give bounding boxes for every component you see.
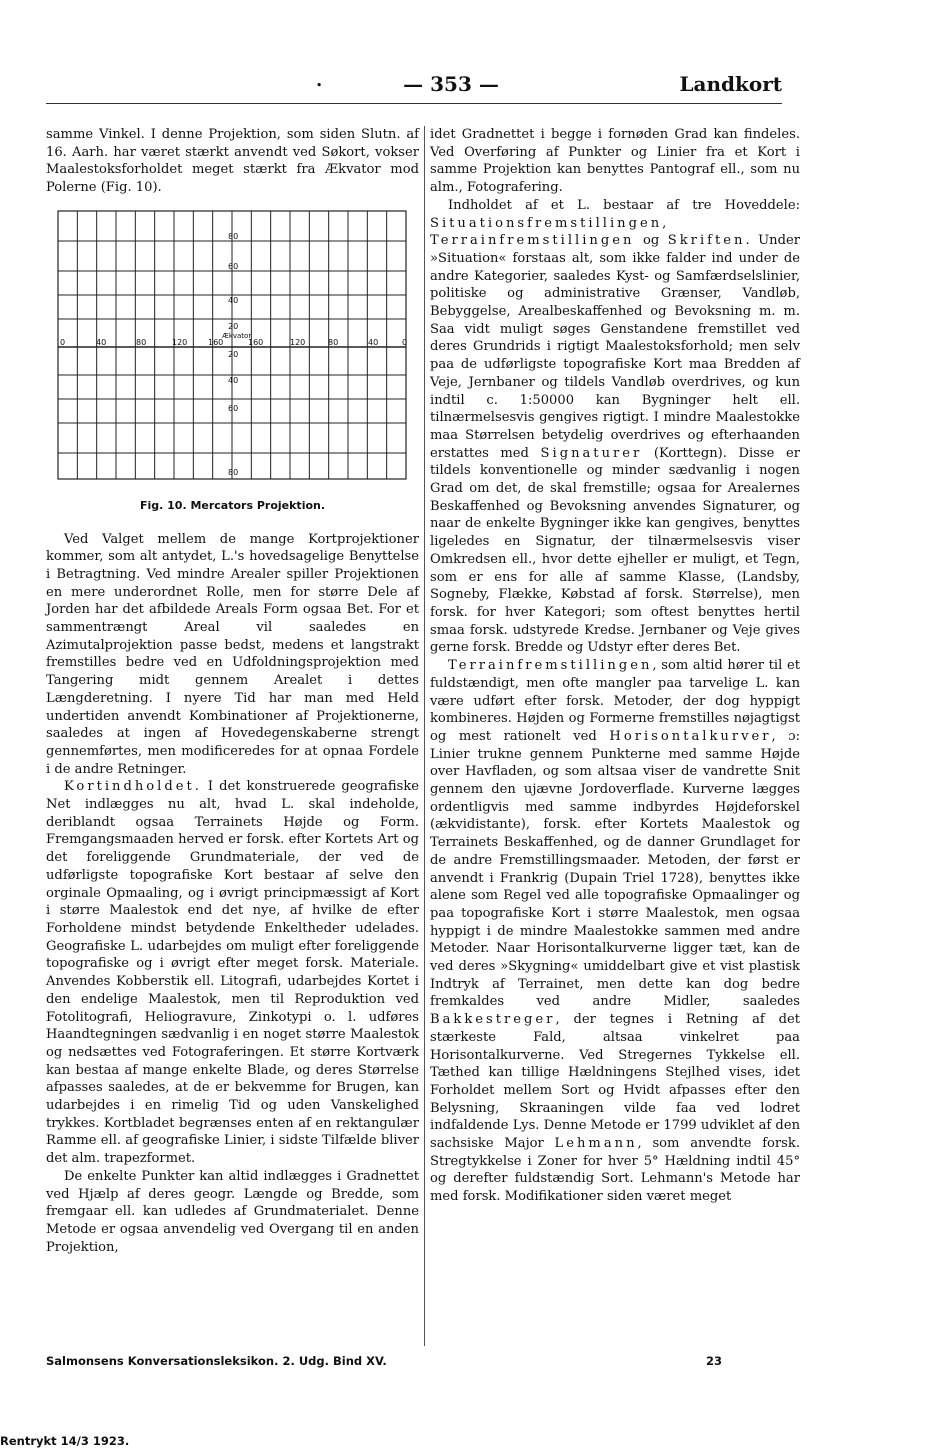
mercator-figure — [52, 207, 412, 483]
text-run: , der tegnes i Retning af det stærkeste Fald, altsaa vinkelret paa Horisontalkurverne. Ved Stregernes Tykkelse ell. Tæthed kan tillige Hældningens Stejlhed vises, idet Forholdet mellem Sort og Hvidt afpasses efter den Belysning, Skraaningen vilde faa ved lodret indfaldende Lys. Denne Metode er 1799 udviklet af den sachsiske Major — [430, 1012, 800, 1152]
spaced-term: Signaturer — [540, 445, 643, 461]
longitude-label: 40 — [368, 337, 379, 347]
spaced-term: Bakkestreger — [430, 1012, 556, 1028]
latitude-label: 80 — [228, 231, 239, 241]
longitude-label: 0 — [402, 337, 408, 347]
paragraph — [430, 657, 800, 1206]
longitude-label: 40 — [96, 337, 107, 347]
spaced-term: Situationsfremstillingen — [430, 215, 663, 231]
running-head: Landkort — [679, 72, 782, 96]
paragraph — [46, 778, 419, 1167]
right-column — [430, 126, 800, 1206]
latitude-label: 20 — [228, 349, 239, 359]
publication-footer: Salmonsens Konversationsleksikon. 2. Udg. Bind XV. — [46, 1354, 387, 1368]
text-run: (Korttegn). Disse er tildels konventionelle og minder sædvanlig i nogen Grad om det, de skal fremstille; ogsaa for Arealernes Beskaffenhed og Bevoksning anvendes Signaturer, og naar de enkelte Bygninger ikke kan gengives, benyttes ligeledes en Signatur, der tilnærmelsesvis viser Omkredsen ell., hvor dette ejheller er muligt, et Tegn, som er ens for alle af samme Klasse, (Landsby, Sogneby, Flække, Købstad af forsk. Størrelse), men forsk. for hver Kategori; som oftest benyttes hertil smaa forsk. udstyrede Kredse. Jernbaner og Veje gives gerne forsk. Bredde og Udstyr efter deres Bet. — [430, 445, 800, 656]
page-number: — 353 — — [403, 72, 499, 96]
latitude-label: 60 — [228, 261, 239, 271]
paragraph: De enkelte Punkter kan altid indlægges i Gradnettet ved Hjælp af deres geogr. Længde og Bredde, som fremgaar ell. kan udledes af Grundmaterialet. Denne Metode er ogsaa anvendelig ved Overgang til en anden Projektion, — [46, 1168, 419, 1255]
latitude-label: 40 — [228, 375, 239, 385]
spaced-term: Horisontalkurver — [609, 728, 772, 744]
text-run: Indholdet af et L. bestaar af tre Hoveddele: — [448, 197, 800, 213]
text-run: og — [634, 233, 668, 249]
text-run: , som altid hører til et fuldstændigt, men ofte mangler paa tarvelige L. kan være udført efter forsk. Metoder, der dog hyppigt kombineres. Højden og Formerne fremstilles nøjagtigst og mest rationelt ved — [430, 658, 800, 744]
text-run: , — [662, 215, 667, 231]
longitude-label: 0 — [60, 337, 66, 347]
paragraph: Ved Valget mellem de mange Kortprojektioner kommer, som alt antydet, L.'s hovedsagelige Benyttelse i Betragtning. Ved mindre Arealer spiller Projektionen en mere underordnet Rolle, men for større Dele af Jorden har det afbildede Areals Form ogsaa Bet. For et sammentrængt Areal vil saaledes en Azimutalprojektion passe bedst, medens et langstrakt fremstilles bedre ved en Udfoldningsprojektion med Tangering midt gennem Arealet i dettes Længderetning. I nyere Tid har man med Held undertiden anvendt Kombinationer af Projektionerne, saaledes at ingen af Hovedegenskaberne strengt gennemførtes, men modificeredes for at opnaa Fordele i de andre Retninger. — [46, 531, 419, 777]
page-header — [46, 72, 782, 104]
figure-caption: Fig. 10. Mercators Projektion. — [139, 498, 326, 512]
imprint-line: Rentrykt 14/3 1923. — [0, 1434, 130, 1448]
spaced-term: Skriften — [667, 233, 746, 249]
latitude-label: 40 — [228, 295, 239, 305]
longitude-label: 120 — [290, 337, 306, 347]
longitude-label: 120 — [172, 337, 188, 347]
text-run: . Under »Situation« forstaas alt, som ikke falder ind under de andre Kategorier, saaledes Kyst- og Samfærdselslinier, politiske og administrative Grænser, Vandløb, Bebyggelse, Arealbeskaffenhed og Bevoksning m. m. Saa vidt muligt søges Genstandene fremstillet ved deres Grundrids i rigtigt Maalestoksforhold; men selv paa de udførligste topografiske Kort maa Bredden af Veje, Jernbaner og tildels Vandløb overdrives, og kun indtil c. 1:50000 kan Bygninger helt ell. tilnærmelsesvis gengives rigtigt. I mindre Maalestokke maa Størrelsen betydelig overdrives og efterhaanden erstattes med — [430, 233, 800, 461]
longitude-label: 80 — [136, 337, 147, 347]
latitude-label: 80 — [228, 467, 239, 477]
longitude-label: 160 — [248, 337, 264, 347]
header-dot: . — [316, 70, 323, 91]
text-run: , ɔ: Linier trukne gennem Punkterne med samme Højde over Havfladen, og som altsaa viser de vandrette Snit gennem den ujævne Jordoverflade. Kurverne lægges ordentligvis med samme indbyrdes Højdeforskel (ækvidistante), forsk. efter Kortets Maalestok og Terrainets Beskaffenhed, og de danner Grundlaget for de andre Fremstillingsmaader. Metoden, der først er anvendt i Frankrig (Dupain Triel 1728), benyttes ikke alene som Regel ved alle topografiske Opmaalinger og paa topografiske Kort i større Maalestok, men ogsaa hyppigt i de mindre Maalestokke sammen med andre Metoder. Naar Horisontalkurverne ligger tæt, kan de ved deres »Skygning« umiddelbart give et vist plastisk Indtryk af Terrainet, men dette kan dog bedre fremkaldes ved andre Midler, saaledes — [430, 728, 800, 1010]
header-rule — [46, 103, 782, 104]
column-divider — [424, 126, 425, 1346]
spaced-term: Terrainfremstillingen — [430, 233, 635, 249]
mercator-grid — [52, 207, 412, 483]
spaced-heading: Kortindholdet. — [64, 779, 202, 795]
equator-label: Ækvator — [222, 331, 252, 340]
latitude-label: 20 — [228, 321, 239, 331]
paragraph: samme Vinkel. I denne Projektion, som siden Slutn. af 16. Aarh. har været stærkt anvendt ved Søkort, vokser Maalestoksforholdet meget stærkt fra Ækvator mod Polerne (Fig. 10). — [46, 127, 419, 196]
longitude-label: 80 — [328, 337, 339, 347]
latitude-label: 60 — [228, 403, 239, 413]
text-run: , som anvendte forsk. Stregtykkelse i Zoner for hver 5° Hældning indtil 45° og derefter fuldstændig Sort. Lehmann's Metode har med forsk. Modifikationer siden været meget — [430, 1136, 800, 1205]
signature-mark: 23 — [706, 1354, 723, 1368]
spaced-heading: Terrainfremstillingen — [448, 658, 653, 674]
left-column — [46, 126, 419, 1256]
spaced-term: Lehmann — [554, 1136, 638, 1152]
paragraph-text: I det konstruerede geografiske Net indlægges nu alt, hvad L. skal indeholde, deriblandt ogsaa Terrainets Højde og Form. Fremgangsmaaden herved er forsk. efter Kortets Art og det foreliggende Grundmateriale, der ved de udførligste topografiske Kort bestaar af selve den orginale Opmaaling, og i øvrigt principmæssigt af Kort i større Maalestok end det nye, af hvilke de efter Forholdene mindst betydende Enkeltheder udelades. Geografiske L. udarbejdes om muligt efter foreliggende topografiske og i øvrigt efter meget forsk. Materiale. Anvendes Kobberstik ell. Litografi, udarbejdes Kortet i den endelige Maalestok, men til Reproduktion ved Fotolitografi, Heliogravure, Zinkotypi o. l. udføres Haandtegningen sædvanlig i en noget større Maalestok og nedsættes ved Fotograferingen. Et større Kortværk kan bestaa af mange enkelte Blade, og deres Størrelse afpasses saaledes, at de er bekvemme for Brugen, kan udarbejdes i en rimelig Tid og uden Vanskelighed trykkes. Kortbladet begrænses enten af en rektangulær Ramme ell. af geografiske Linier, i sidste Tilfælde bliver det alm. trapezformet. — [46, 779, 419, 1167]
longitude-label: 160 — [208, 337, 224, 347]
paragraph: idet Gradnettet i begge i fornøden Grad kan findeles. Ved Overføring af Punkter og Linier fra et Kort i samme Projektion kan benyttes Pantograf ell., som nu alm., Fotografering. — [430, 127, 800, 196]
paragraph — [430, 197, 800, 657]
